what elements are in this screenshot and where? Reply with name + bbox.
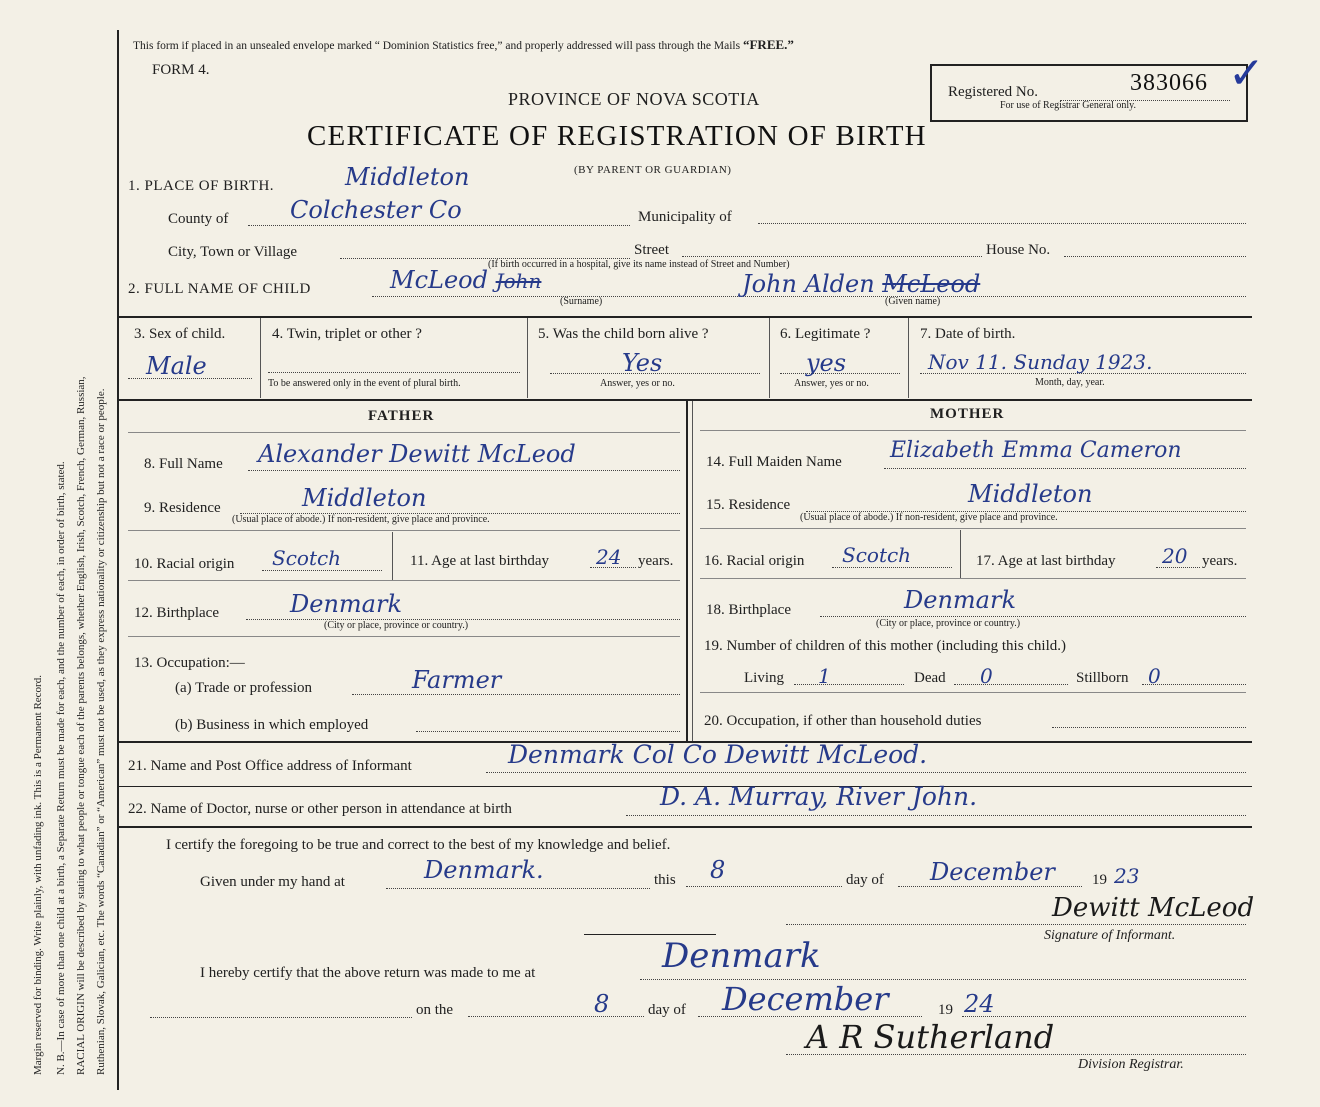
surname-caption: (Surname) — [560, 296, 603, 307]
given-year-value: 23 — [1114, 864, 1140, 888]
certificate-subtitle: (BY PARENT OR GUARDIAN) — [574, 164, 732, 176]
date-of-birth-caption: Month, day, year. — [1035, 377, 1105, 388]
children-count-label: 19. Number of children of this mother (including this child.) — [704, 638, 1067, 654]
date-of-birth-value: Nov 11. Sunday 1923. — [928, 350, 1153, 374]
father-birthplace-value: Denmark — [290, 590, 402, 618]
parents-divider — [686, 401, 688, 741]
father-business-label: (b) Business in which employed — [175, 717, 369, 733]
father-residence-value: Middleton — [302, 484, 427, 512]
sex-label: 3. Sex of child. — [134, 326, 226, 342]
county-label: County of — [168, 211, 229, 227]
child-surname-value: McLeod John — [390, 266, 542, 294]
mother-age-label: 17. Age at last birthday — [976, 553, 1116, 569]
mother-age-value: 20 — [1162, 544, 1188, 568]
registered-value: 383066 — [1130, 70, 1208, 96]
legitimate-value: yes — [806, 349, 847, 377]
mother-occupation-label: 20. Occupation, if other than household duties — [704, 713, 982, 729]
rule-top-parents — [117, 399, 1252, 401]
sex-value: Male — [146, 352, 207, 380]
mother-name-label: 14. Full Maiden Name — [706, 454, 842, 470]
dead-label: Dead — [914, 670, 946, 686]
attendant-label: 22. Name of Doctor, nurse or other person in attendance at birth — [128, 801, 512, 817]
father-age-value: 24 — [596, 545, 622, 569]
house-number-label: House No. — [986, 242, 1051, 258]
mother-racial-label: 16. Racial origin — [704, 553, 805, 569]
mother-birthplace-value: Denmark — [904, 586, 1016, 614]
mail-notice: This form if placed in an unsealed envelope marked “ Dominion Statistics free,” and properly addressed will pass through the Mails “FREE.” — [133, 37, 794, 52]
child-given-name-value: John Alden McLeod — [742, 270, 981, 298]
street-label: Street — [634, 242, 669, 258]
born-alive-value: Yes — [622, 349, 663, 377]
father-trade-label: (a) Trade or profession — [175, 680, 313, 696]
legitimate-label: 6. Legitimate ? — [780, 326, 871, 342]
father-racial-value: Scotch — [272, 546, 342, 570]
day-of-label: day of — [846, 872, 884, 888]
registrar-year-value: 24 — [964, 990, 995, 1018]
margin-line-4: Ruthenian, Slovak, Galician, etc. The words “Canadian” or “American” must not be used, as they express nationality or citizenship but not a race or people. — [95, 388, 107, 1075]
registrar-signature-caption: Division Registrar. — [1078, 1057, 1184, 1072]
county-value: Colchester Co — [290, 196, 462, 224]
given-day-value: 8 — [710, 856, 726, 884]
registrar-day-of-label: day of — [648, 1002, 686, 1018]
father-residence-caption: (Usual place of abode.) If non-resident, give place and province. — [232, 514, 490, 525]
hospital-note: (If birth occurred in a hospital, give its name instead of Street and Number) — [488, 259, 790, 270]
legitimate-caption: Answer, yes or no. — [794, 378, 869, 389]
registrar-certify-text: I hereby certify that the above return was made to me at — [200, 965, 536, 981]
margin-line-2: N. B.—In case of more than one child at a birth, a Separate Return must be made for each, and the number of each, in order of birth, stated. — [55, 461, 67, 1075]
city-label: City, Town or Village — [168, 244, 298, 260]
father-name-label: 8. Full Name — [144, 456, 223, 472]
father-trade-value: Farmer — [412, 666, 502, 694]
registrar-day-value: 8 — [594, 990, 610, 1018]
given-place-value: Denmark. — [424, 856, 544, 884]
on-the-label: on the — [416, 1002, 454, 1018]
mother-residence-caption: (Usual place of abode.) If non-resident, give place and province. — [800, 512, 1058, 523]
father-age-label: 11. Age at last birthday — [410, 553, 549, 569]
child-name-label: 2. FULL NAME OF CHILD — [128, 281, 311, 297]
father-heading: FATHER — [368, 408, 435, 424]
registered-label: Registered No. — [948, 84, 1038, 100]
informant-value: Denmark Col Co Dewitt McLeod. — [508, 740, 928, 769]
father-name-value: Alexander Dewitt McLeod — [258, 440, 576, 468]
father-occupation-label: 13. Occupation:— — [134, 655, 245, 671]
mother-birthplace-caption: (City or place, province or country.) — [876, 618, 1021, 629]
given-under-label: Given under my hand at — [200, 874, 345, 890]
stillborn-label: Stillborn — [1076, 670, 1129, 686]
father-years-label: years. — [638, 553, 674, 569]
living-label: Living — [744, 670, 784, 686]
given-name-caption: (Given name) — [885, 296, 941, 307]
form-left-border — [117, 30, 119, 1090]
place-of-birth-value: Middleton — [345, 163, 470, 191]
informant-signature-caption: Signature of Informant. — [1044, 928, 1176, 943]
plural-birth-label: 4. Twin, triplet or other ? — [272, 326, 422, 342]
stillborn-value: 0 — [1148, 664, 1161, 688]
this-label: this — [654, 872, 676, 888]
registrar-signature: A R Sutherland — [806, 1018, 1055, 1056]
mother-residence-value: Middleton — [968, 480, 1093, 508]
rule-top-row3 — [117, 316, 1252, 318]
mother-name-value: Elizabeth Emma Cameron — [890, 438, 1182, 463]
municipality-label: Municipality of — [638, 209, 732, 225]
father-birthplace-caption: (City or place, province or country.) — [324, 620, 469, 631]
year-prefix: 19 — [1092, 872, 1107, 888]
checkmark-icon: ✓ — [1228, 48, 1265, 99]
registrar-month-value: December — [722, 980, 889, 1018]
born-alive-label: 5. Was the child born alive ? — [538, 326, 709, 342]
date-of-birth-label: 7. Date of birth. — [920, 326, 1016, 342]
given-month-value: December — [930, 858, 1055, 886]
father-racial-label: 10. Racial origin — [134, 556, 235, 572]
informant-label: 21. Name and Post Office address of Informant — [128, 758, 412, 774]
registrar-year-prefix: 19 — [938, 1002, 953, 1018]
father-residence-label: 9. Residence — [144, 500, 221, 516]
plural-birth-note: To be answered only in the event of plural birth. — [268, 378, 461, 389]
registrar-place-value: Denmark — [662, 936, 821, 976]
mother-birthplace-label: 18. Birthplace — [706, 602, 791, 618]
informant-signature: Dewitt McLeod — [1052, 893, 1255, 923]
certificate-title: CERTIFICATE OF REGISTRATION OF BIRTH — [307, 120, 927, 152]
mother-racial-value: Scotch — [842, 543, 912, 567]
mother-years-label: years. — [1202, 553, 1238, 569]
dead-value: 0 — [980, 664, 993, 688]
province-heading: PROVINCE OF NOVA SCOTIA — [508, 89, 760, 109]
registrar-use-note: For use of Registrar General only. — [1000, 100, 1136, 111]
mother-heading: MOTHER — [930, 406, 1005, 422]
born-alive-caption: Answer, yes or no. — [600, 378, 675, 389]
father-birthplace-label: 12. Birthplace — [134, 605, 219, 621]
attendant-value: D. A. Murray, River John. — [660, 782, 978, 811]
living-value: 1 — [818, 664, 831, 688]
form-number: FORM 4. — [152, 62, 210, 78]
margin-line-3: RACIAL ORIGIN will be described by stating to what people or tongue each of the parents belongs, whether English, Irish, Scotch, French, German, Russian, — [75, 376, 87, 1075]
place-of-birth-label: 1. PLACE OF BIRTH. — [128, 178, 275, 194]
certify-text: I certify the foregoing to be true and correct to the best of my knowledge and belief. — [166, 837, 671, 853]
margin-line-1: Margin reserved for binding. Write plainly, with unfading ink. This is a Permanent Record. — [32, 675, 44, 1075]
mother-residence-label: 15. Residence — [706, 497, 791, 513]
